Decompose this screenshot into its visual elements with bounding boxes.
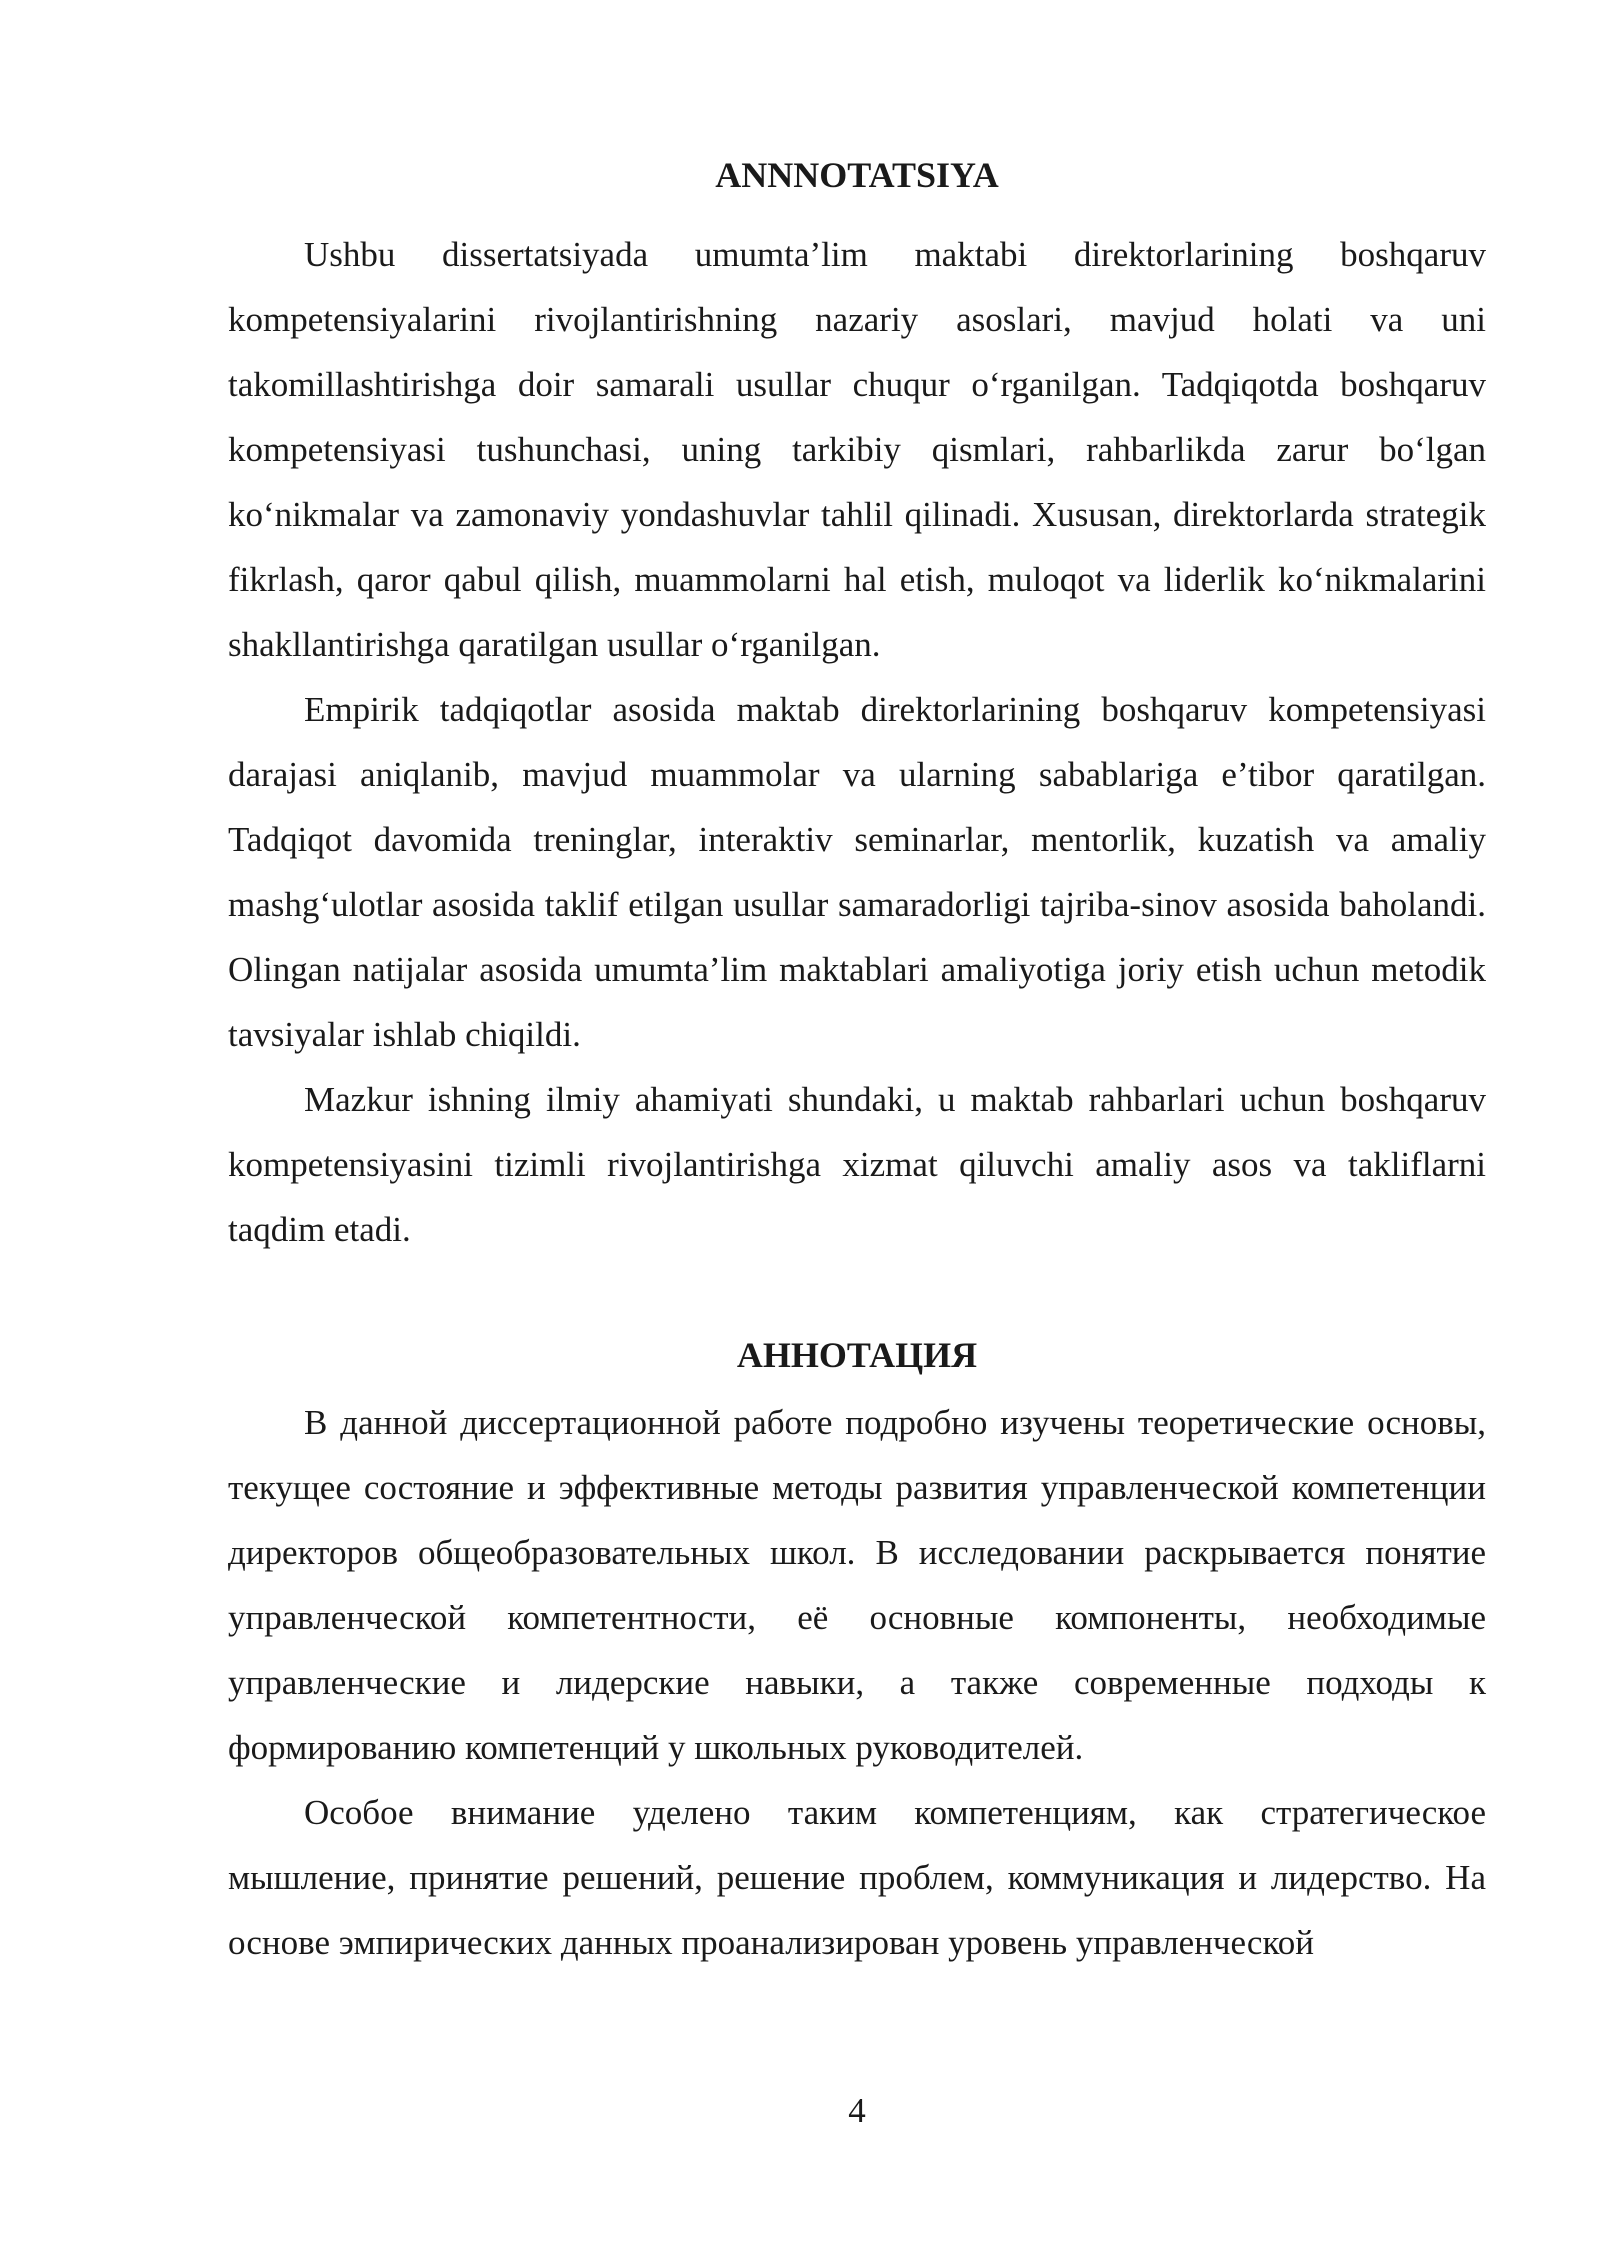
document-page [228, 0, 1486, 2262]
annotation-russian-paragraph-1: В данной диссертационной работе подробно изучены теоретические основы, текущее состояние и эффективные методы развития управленческой компетенции директоров общеобразовательных школ. В исследовании раскрывается понятие управленческой компетентности, её основные компоненты, необходимые управленческие и лидерские навыки, а также современные подходы к формированию компетенций у школьных руководителей. [228, 1403, 1486, 1767]
annotation-uzbek-paragraph-1: Ushbu dissertatsiyada umumta’lim maktabi direktorlarining boshqaruv kompetensiyalarini rivojlantirishning nazariy asoslari, mavjud holati va uni takomillashtirishga doir samarali usullar chuqur o‘rganilgan. Tadqiqotda boshqaruv kompetensiyasi tushunchasi, uning tarkibiy qismlari, rahbarlikda zarur bo‘lgan ko‘nikmalar va zamonaviy yondashuvlar tahlil qilinadi. Xususan, direktorlarda strategik fikrlash, qaror qabul qilish, muammolarni hal etish, muloqot va liderlik ko‘nikmalarini shakllantirishga qaratilgan usullar o‘rganilgan. [228, 235, 1486, 664]
annotation-uzbek-paragraph-3: Mazkur ishning ilmiy ahamiyati shundaki, u maktab rahbarlari uchun boshqaruv kompetensiyasini tizimli rivojlantirishga xizmat qiluvchi amaliy asos va takliflarni taqdim etadi. [228, 1080, 1486, 1249]
annotation-uzbek-title: ANNNOTATSIYA [715, 155, 999, 195]
annotation-russian-paragraph-2: Особое внимание уделено таким компетенциям, как стратегическое мышление, принятие решений, решение проблем, коммуникация и лидерство. На основе эмпирических данных проанализирован уровень управленческой [228, 1793, 1486, 1962]
annotation-uzbek-paragraph-2: Empirik tadqiqotlar asosida maktab direktorlarining boshqaruv kompetensiyasi darajasi aniqlanib, mavjud muammolar va ularning sabablariga e’tibor qaratilgan. Tadqiqot davomida treninglar, interaktiv seminarlar, mentorlik, kuzatish va amaliy mashg‘ulotlar asosida taklif etilgan usullar samaradorligi tajriba-sinov asosida baholandi. Olingan natijalar asosida umumta’lim maktablari amaliyotiga joriy etish uchun metodik tavsiyalar ishlab chiqildi. [228, 690, 1486, 1054]
annotation-russian-title: АННОТАЦИЯ [736, 1335, 978, 1375]
annotation-uzbek [228, 148, 1486, 1262]
annotation-russian [228, 1328, 1486, 1975]
page-number: 4 [848, 2091, 866, 2130]
